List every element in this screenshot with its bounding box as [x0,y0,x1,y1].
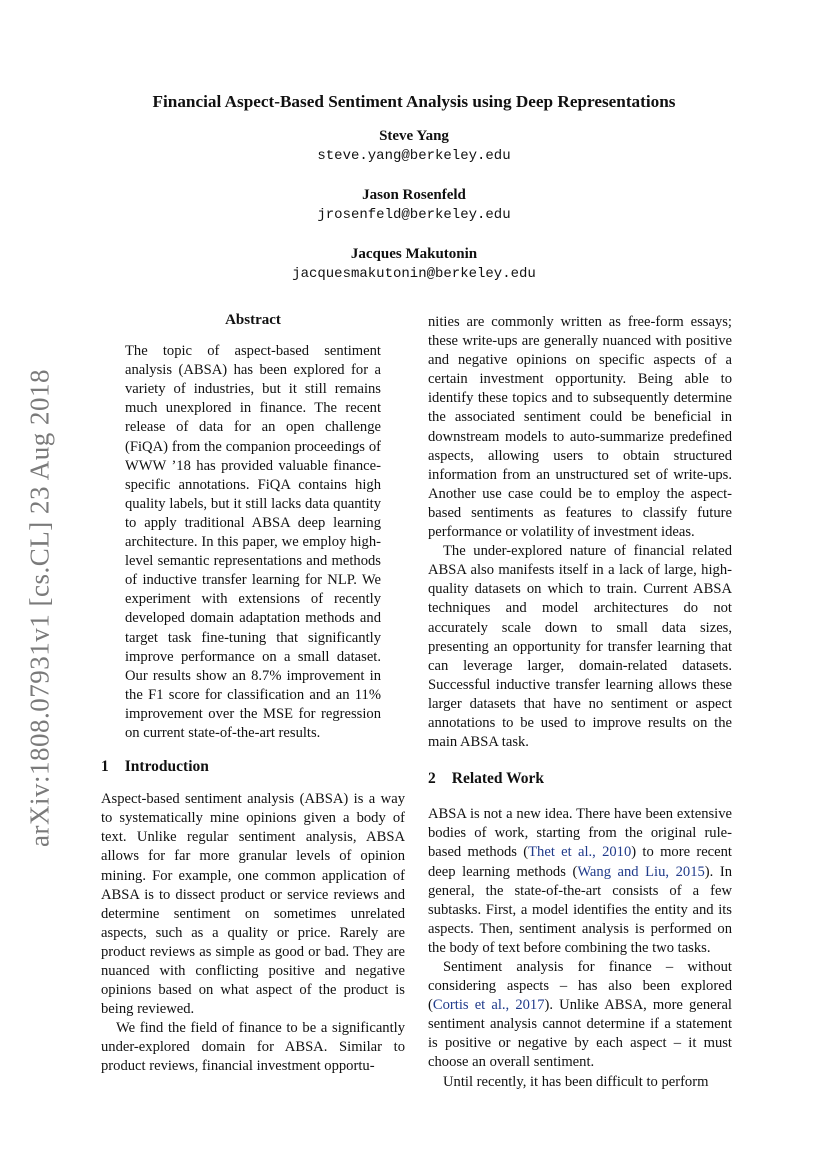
author-email: jrosenfeld@berkeley.edu [317,207,511,223]
text-run: ABSA is not a new idea. There have been extensive bodies of work, starting from the original rule-based methods ( [428,806,732,861]
abstract-body [101,342,405,743]
section-heading-related-work [428,769,732,788]
section-title: Introduction [124,758,209,776]
intro-paragraph-3: The under-explored nature of financial related ABSA also manifests itself in a lack of large, high-quality datasets on which to train. Current ABSA techniques and model architectures do not accurately scale down to small data sizes, presenting an opportunity for transfer learning that can leverage larger, domain-related datasets. Successful inductive transfer learning allows these larger datasets that have no sentiment or aspect annotations to be used to improve results on the main ABSA task. [428,543,732,751]
intro-paragraph-2-continued: nities are commonly written as free-form essays; these write-ups are generally nuanced with positive and negative opinions on specific aspects of a certain investment opportunity. Being able to identify these topics and to subsequently determine the associated sentiment could be beneficial in downstream models to auto-summarize predefined aspects, allowing users to obtain structured information from an unstructured set of write-ups. Another use case could be to employ the aspect-based sentiments as features to classify future performance or volatility of investment ideas. [428,314,732,541]
section-title: Related Work [451,770,545,788]
abstract-heading: Abstract [225,312,281,328]
arxiv-identifier-stamp [20,358,60,858]
paper-title: Financial Aspect-Based Sentiment Analysis using Deep Representations [152,92,676,111]
text-run: Sentiment analysis for finance – without considering aspects – has also been explored ( [428,959,732,1014]
text-run: ). Unlike ABSA, more general sentiment analysis cannot determine if a statement is positive or negative by each aspect – it must choose an overall sentiment. [428,997,732,1071]
arxiv-identifier-text: arXiv:1808.07931v1 [cs.CL] 23 Aug 2018 [24,369,55,847]
left-column [101,311,405,1077]
text-run: ) to more recent deep learning methods ( [428,844,732,880]
citation-link[interactable]: Thet et al., 2010 [528,844,632,861]
intro-paragraph-1: Aspect-based sentiment analysis (ABSA) is a way to systematically mine opinions given a body of text. Unlike regular sentiment analysis, ABSA allows for far more granular levels of opinion mining. For example, one common application of ABSA is to dissect product or service reviews and determine sentiment on sometimes unrelated aspects, such as a quality or price. Rarely are product reviews as simple as good or bad. They are nuanced with conflicting positive and negative opinions based on what aspect of the product is being reviewed. [101,791,405,1018]
related-paragraph-2 [428,958,732,1073]
author-email: jacquesmakutonin@berkeley.edu [292,266,536,282]
related-paragraph-1 [428,805,732,958]
text-run: ). In general, the state-of-the-art consists of a few subtasks. First, a model identifies the entity and its aspects. Then, sentiment analysis is performed on the body of text before combining the two tasks. [428,863,733,956]
right-column [428,313,732,1092]
section-number: 1 [101,758,109,776]
section-heading-introduction [101,757,405,776]
intro-paragraph-2: We find the field of finance to be a significantly under-explored domain for ABSA. Similar to product reviews, financial investment opportu- [101,1020,405,1075]
citation-link[interactable]: Cortis et al., 2017 [432,997,545,1014]
section-number: 2 [428,770,436,788]
author-name: Jacques Makutonin [350,246,478,262]
author-name: Jason Rosenfeld [362,187,466,203]
related-paragraph-3: Until recently, it has been difficult to perform [443,1073,709,1090]
author-block-2 [0,185,828,225]
author-name: Steve Yang [379,128,449,144]
author-email: steve.yang@berkeley.edu [317,148,511,164]
citation-link[interactable]: Wang and Liu, 2015 [577,863,705,880]
author-block-3 [0,244,828,284]
abstract-text: The topic of aspect-based sentiment analysis (ABSA) has been explored for a variety of industries, but it still remains much unexplored in finance. The recent release of data for an open challenge (FiQA) from the companion proceedings of WWW ’18 has provided valuable finance-specific annotations. FiQA contains high quality labels, but it still lacks data quantity to apply traditional ABSA deep learning architecture. In this paper, we employ high-level semantic representations and methods of inductive transfer learning for NLP. We experiment with extensions of recently developed domain adaptation methods and target task fine-tuning that significantly improve performance on a small dataset. Our results show an 8.7% improvement in the F1 score for classification and an 11% improvement over the MSE for regression on current state-of-the-art results. [125,343,381,741]
author-block-1 [0,126,828,166]
